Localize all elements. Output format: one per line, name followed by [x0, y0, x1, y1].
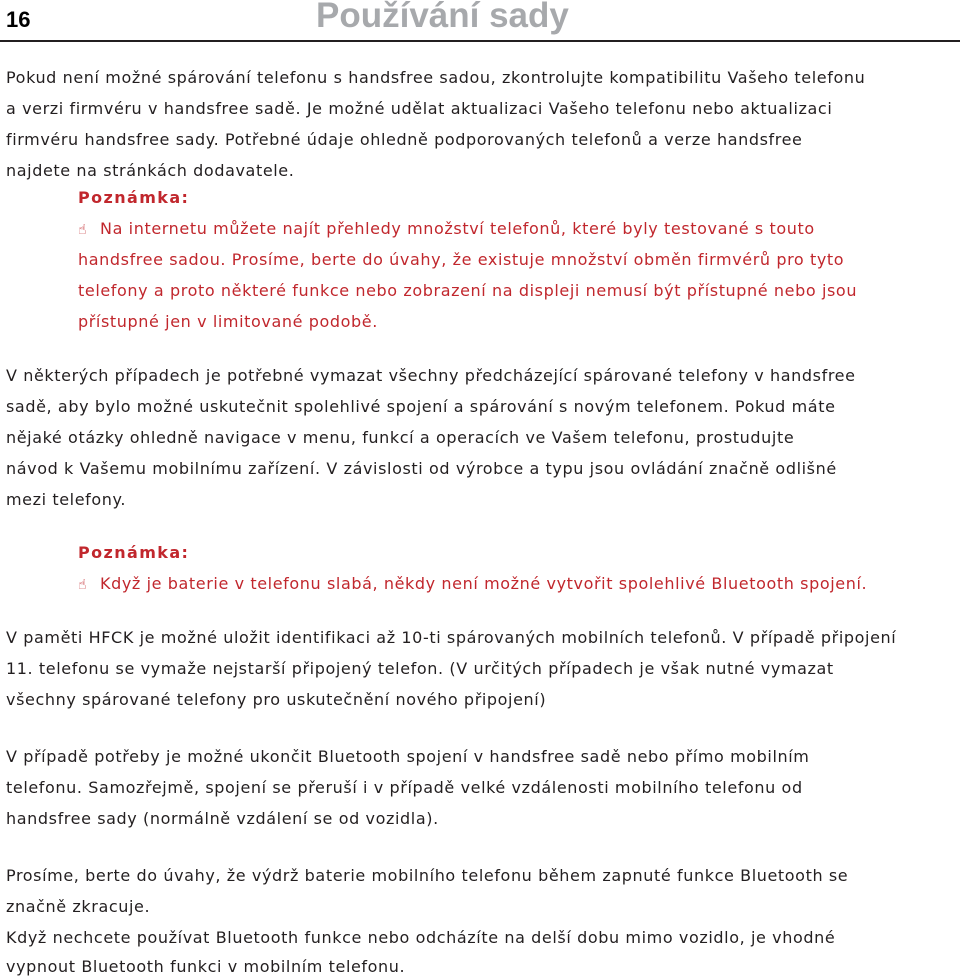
para1-line: najdete na stránkách dodavatele.: [6, 161, 295, 180]
note1-line: [78, 219, 815, 240]
para2-line: sadě, aby bylo možné uskutečnit spolehlivé spojení a spárování s novým telefonem. Pokud máte: [6, 397, 836, 416]
para3-line: V paměti HFCK je možné uložit identifikaci až 10-ti spárovaných mobilních telefonů. V případě připojení: [6, 628, 897, 647]
para4-line: telefonu. Samozřejmě, spojení se přeruší i v případě velké vzdálenosti mobilního telefonu od: [6, 778, 803, 797]
hand-pointing-icon: ☝: [78, 222, 88, 238]
header-rule: [0, 40, 960, 42]
page-number: 16: [6, 7, 31, 32]
note1-line: telefony a proto některé funkce nebo zobrazení na displeji nemusí být přístupné nebo jsou: [78, 281, 858, 300]
para2-line: V některých případech je potřebné vymazat všechny předcházející spárované telefony v handsfree: [6, 366, 856, 385]
para1-line: firmvéru handsfree sady. Potřebné údaje ohledně podporovaných telefonů a verze handsfree: [6, 130, 803, 149]
para2-line: mezi telefony.: [6, 490, 127, 509]
note2-text: Když je baterie v telefonu slabá, někdy není možné vytvořit spolehlivé Bluetooth spojení.: [100, 574, 868, 593]
note1-line: handsfree sadou. Prosíme, berte do úvahy, že existuje množství obměn firmvérů pro tyto: [78, 250, 845, 269]
para5-line: značně zkracuje.: [6, 897, 151, 916]
hand-pointing-icon: ☝: [78, 577, 88, 593]
note1-text: Na internetu můžete najít přehledy množství telefonů, které byly testované s touto: [100, 219, 815, 238]
para3-line: 11. telefonu se vymaže nejstarší připojený telefon. (V určitých případech je však nutné vymazat: [6, 659, 834, 678]
para6-line: Když nechcete používat Bluetooth funkce nebo odcházíte na delší dobu mimo vozidlo, je vhodné: [6, 928, 836, 947]
para5-line: Prosíme, berte do úvahy, že výdrž baterie mobilního telefonu během zapnuté funkce Bluetooth se: [6, 866, 849, 885]
note1-line: přístupné jen v limitované podobě.: [78, 312, 378, 331]
para6-line: vypnout Bluetooth funkci v mobilním telefonu.: [6, 957, 406, 976]
page-title: Používání sady: [316, 0, 569, 35]
note-title: Poznámka:: [78, 188, 190, 207]
note2-line: [78, 574, 867, 595]
note-title: Poznámka:: [78, 543, 190, 562]
para2-line: nějaké otázky ohledně navigace v menu, funkcí a operacích ve Vašem telefonu, prostudujte: [6, 428, 795, 447]
para1-line: a verzi firmvéru v handsfree sadě. Je možné udělat aktualizaci Vašeho telefonu nebo aktualizaci: [6, 99, 833, 118]
para2-line: návod k Vašemu mobilnímu zařízení. V závislosti od výrobce a typu jsou ovládání značně odlišné: [6, 459, 837, 478]
para1-line: Pokud není možné spárování telefonu s handsfree sadou, zkontrolujte kompatibilitu Vašeho telefonu: [6, 68, 866, 87]
page-header: [0, 0, 960, 42]
para4-line: V případě potřeby je možné ukončit Bluetooth spojení v handsfree sadě nebo přímo mobilním: [6, 747, 810, 766]
para3-line: všechny spárované telefony pro uskutečnění nového připojení): [6, 690, 547, 709]
para4-line: handsfree sady (normálně vzdálení se od vozidla).: [6, 809, 439, 828]
